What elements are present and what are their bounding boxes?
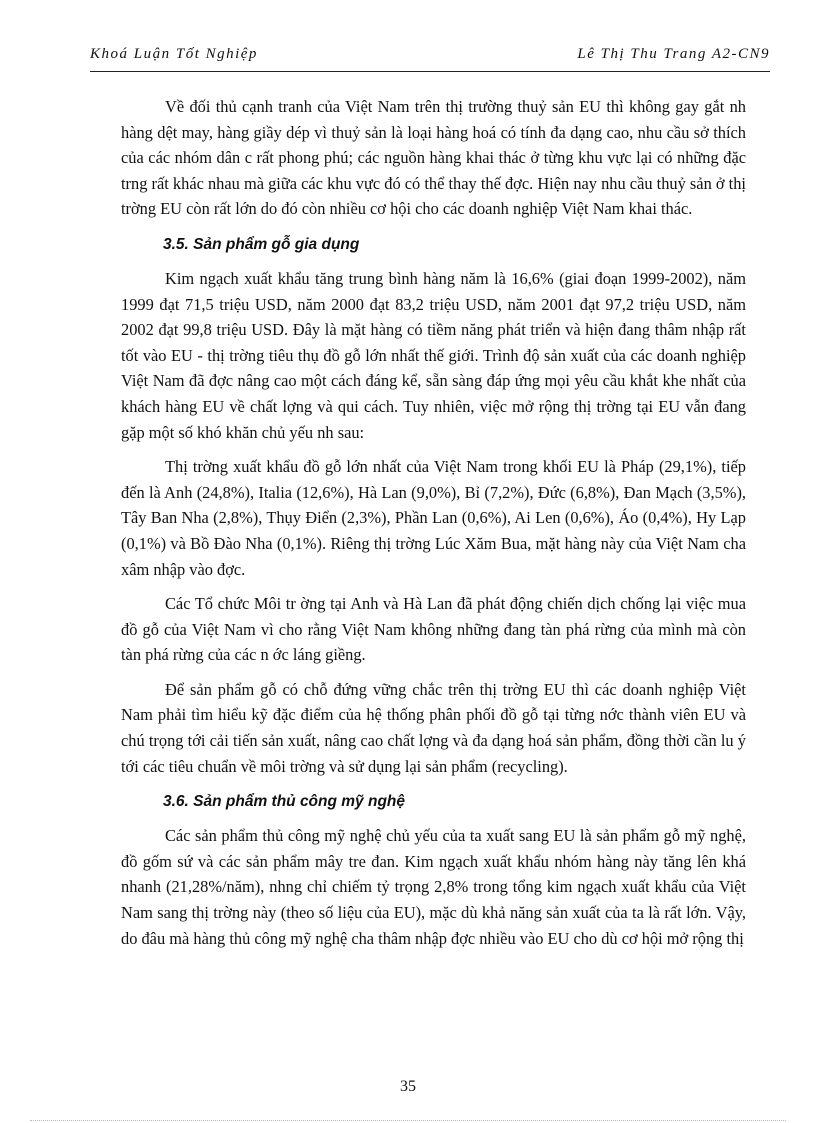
page-number: 35 [400, 1078, 416, 1095]
section-heading-wood-products: 3.5. Sản phẩm gỗ gia dụng [163, 235, 360, 253]
header-author: Lê Thị Thu Trang A2-CN9 [577, 46, 770, 62]
page-header [90, 42, 770, 66]
section-heading-handicrafts: 3.6. Sản phẩm thủ công mỹ nghệ [163, 793, 406, 811]
header-divider [90, 71, 770, 72]
footer-divider [30, 1120, 786, 1121]
paragraph-wood-export-markets: Thị trờng xuất khẩu đồ gỗ lớn nhất của Việt Nam trong khối EU là Pháp (29,1%), tiếp đến là Anh (24,8%), Italia (12,6%), Hà Lan (9,0%), Bỉ (7,2%), Đức (6,8%), Đan Mạch (3,5%), Tây Ban Nha (2,8%), Thụy Điển (2,3%), Phần Lan (0,6%), Ai Len (0,6%), Áo (0,4%), Hy Lạp (0,1%) và Bồ Đào Nha (0,1%). Riêng thị trờng Lúc Xăm Bua, mặt hàng này của Việt Nam cha xâm nhập vào đợc. [121, 457, 746, 579]
paragraph-seafood-competition: Về đối thủ cạnh tranh của Việt Nam trên thị trường thuỷ sản EU thì không gay gắt nh hàng dệt may, hàng giầy dép vì thuỷ sản là loại hàng hoá có tính đa dạng cao, nhu cầu sở thích của các nhóm dân c rất phong phú; các nguồn hàng khai thác ở từng khu vực lại có những đặc trng rất khác nhau mà giữa các khu vực đó có thể thay thế đợc. Hiện nay nhu cầu thuỷ sản ở thị trờng EU còn rất lớn do đó còn nhiều cơ hội cho các doanh nghiệp Việt Nam khai thác. [121, 97, 746, 219]
paragraph-handicraft-exports: Các sản phẩm thủ công mỹ nghệ chủ yếu của ta xuất sang EU là sản phẩm gỗ mỹ nghệ, đồ gốm sứ và các sản phẩm mây tre đan. Kim ngạch xuất khẩu nhóm hàng này tăng lên khá nhanh (21,28%/năm), nhng chỉ chiếm tỷ trọng 2,8% trong tổng kim ngạch xuất khẩu của Việt Nam sang thị trờng này (theo số liệu của EU), mặc dù khả năng sản xuất của ta là rất lớn. Vậy, do đâu mà hàng thủ công mỹ nghệ cha thâm nhập đợc nhiều vào EU cho dù cơ hội mở rộng thị [121, 826, 746, 948]
paragraph-wood-export-turnover: Kim ngạch xuất khẩu tăng trung bình hàng năm là 16,6% (giai đoạn 1999-2002), năm 1999 đạt 71,5 triệu USD, năm 2000 đạt 83,2 triệu USD, năm 2001 đạt 97,2 triệu USD, năm 2002 đạt 99,8 triệu USD. Đây là mặt hàng có tiềm năng phát triển và hiện đang thâm nhập rất tốt vào EU - thị trờng tiêu thụ đồ gỗ lớn nhất thế giới. Trình độ sản xuất của các doanh nghiệp Việt Nam đã đợc nâng cao một cách đáng kể, sẵn sàng đáp ứng mọi yêu cầu khắt khe nhất của khách hàng EU về chất lợng và qui cách. Tuy nhiên, việc mở rộng thị trờng tại EU vẫn đang gặp một số khó khăn chủ yếu nh sau: [121, 268, 746, 442]
paragraph-environment-campaign: Các Tổ chức Môi tr ờng tại Anh và Hà Lan đã phát động chiến dịch chống lại việc mua đồ gỗ của Việt Nam vì cho rằng Việt Nam không những đang tàn phá rừng của mình mà còn tàn phá rừng của các n ớc láng giềng. [121, 594, 746, 665]
paragraph-wood-recommendations: Để sản phẩm gỗ có chỗ đứng vững chắc trên thị trờng EU thì các doanh nghiệp Việt Nam phải tìm hiểu kỹ đặc điểm của hệ thống phân phối đồ gỗ tại từng nớc thành viên EU và chú trọng tới cải tiến sản xuất, nâng cao chất lợng và đa dạng hoá sản phẩm, đồng thời cần lu ý tới các tiêu chuẩn về môi trờng và sử dụng lại sản phẩm (recycling). [121, 679, 746, 776]
page-body [121, 94, 746, 960]
header-thesis-title: Khoá Luận Tốt Nghiệp [90, 46, 258, 62]
